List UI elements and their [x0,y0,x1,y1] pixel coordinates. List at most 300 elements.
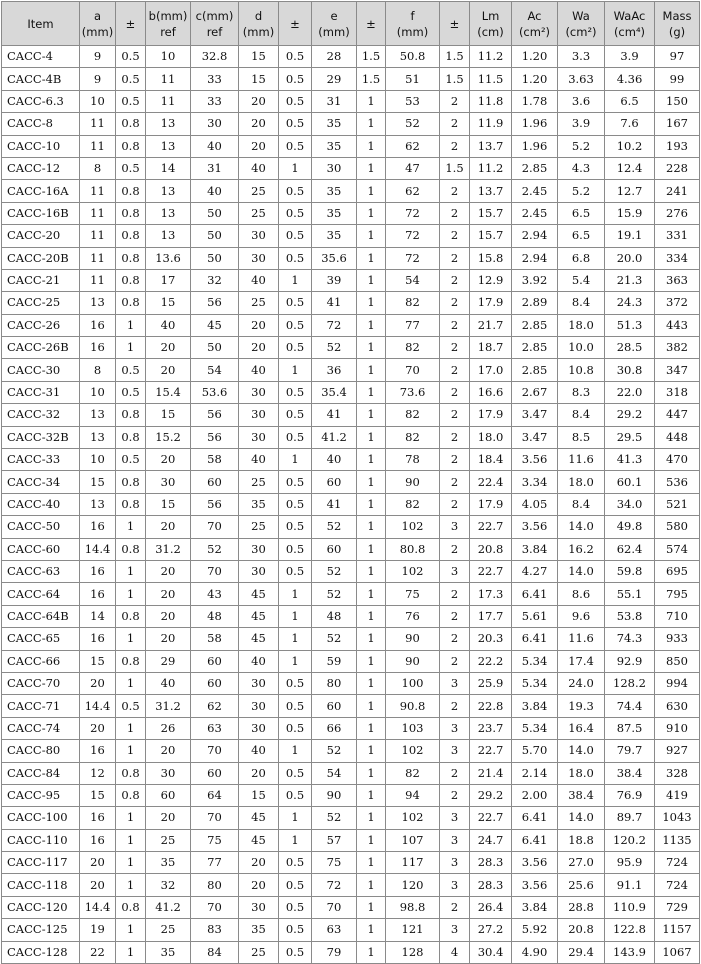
table-cell: 14.4 [80,896,116,918]
table-cell: 2 [440,180,470,202]
table-cell: 76.9 [605,784,655,806]
table-cell: 50 [191,337,239,359]
table-cell: 695 [655,560,700,582]
table-cell: 11 [80,180,116,202]
table-cell: 52 [312,740,357,762]
table-cell: 0.5 [279,225,312,247]
table-cell: 11 [80,113,116,135]
table-cell: 630 [655,695,700,717]
table-cell: 17.9 [470,493,512,515]
table-cell: 2 [440,605,470,627]
table-cell: 2.00 [512,784,558,806]
table-cell: 52 [386,113,440,135]
table-cell: 1 [279,359,312,381]
table-cell: 48 [312,605,357,627]
table-cell: 1 [116,807,146,829]
table-cell: 82 [386,493,440,515]
column-header-unit: (mm) [396,24,429,39]
table-cell: 91.1 [605,874,655,896]
table-cell: 56 [191,493,239,515]
table-cell: 1 [279,740,312,762]
table-cell: 0.8 [116,538,146,560]
table-cell: 51 [386,68,440,90]
table-cell: 0.5 [279,919,312,941]
table-cell: 795 [655,583,700,605]
table-cell: 32.8 [191,46,239,68]
table-cell: 16.6 [470,381,512,403]
table-cell: 724 [655,874,700,896]
table-cell: 35 [312,202,357,224]
table-cell: 16 [80,628,116,650]
table-cell: 3.84 [512,538,558,560]
table-cell: 1 [357,941,386,963]
table-cell: 1 [357,90,386,112]
table-cell: 73.6 [386,381,440,403]
column-header-label: WaAc [613,8,646,23]
table-cell: 0.5 [279,672,312,694]
table-row [2,807,700,829]
table-cell: 0.5 [116,449,146,471]
table-cell: 8.3 [558,381,605,403]
table-cell: 0.5 [116,46,146,68]
table-cell: 4.36 [605,68,655,90]
item-name-cell: CACC-16A [2,180,80,202]
table-cell: 29.2 [470,784,512,806]
table-cell: 2.45 [512,180,558,202]
table-cell: 14 [80,605,116,627]
table-cell: 1 [116,740,146,762]
table-cell: 40 [239,157,279,179]
table-cell: 18.4 [470,449,512,471]
table-cell: 35 [312,180,357,202]
table-cell: 0.5 [279,762,312,784]
table-cell: 80 [191,874,239,896]
table-cell: 40 [191,180,239,202]
table-cell: 910 [655,717,700,739]
table-cell: 1067 [655,941,700,963]
table-row [2,829,700,851]
table-cell: 5.34 [512,717,558,739]
column-header-label: ± [125,16,136,31]
table-cell: 82 [386,426,440,448]
table-cell: 98.8 [386,896,440,918]
table-cell: 79.7 [605,740,655,762]
item-name-cell: CACC-117 [2,852,80,874]
table-cell: 20 [239,762,279,784]
table-row [2,292,700,314]
table-cell: 28.8 [558,896,605,918]
table-row [2,717,700,739]
table-cell: 16 [80,583,116,605]
table-cell: 1 [116,829,146,851]
table-cell: 30 [146,762,191,784]
table-cell: 11 [80,269,116,291]
item-name-cell: CACC-63 [2,560,80,582]
table-cell: 0.5 [279,493,312,515]
table-cell: 1 [116,941,146,963]
table-cell: 0.8 [116,135,146,157]
table-cell: 8.4 [558,404,605,426]
table-cell: 19.1 [605,225,655,247]
table-cell: 22.7 [470,807,512,829]
table-cell: 40 [191,135,239,157]
table-cell: 25 [239,292,279,314]
table-row [2,919,700,941]
table-cell: 3 [440,829,470,851]
table-cell: 22.7 [470,560,512,582]
table-row [2,337,700,359]
table-cell: 2 [440,896,470,918]
table-cell: 40 [312,449,357,471]
table-cell: 70 [386,359,440,381]
table-cell: 58 [191,628,239,650]
table-cell: 1 [357,896,386,918]
table-cell: 724 [655,852,700,874]
table-cell: 16 [80,807,116,829]
table-cell: 0.5 [279,314,312,336]
table-cell: 70 [191,560,239,582]
table-cell: 1 [357,493,386,515]
table-cell: 1 [357,672,386,694]
table-cell: 0.8 [116,247,146,269]
table-cell: 4 [440,941,470,963]
table-cell: 0.5 [279,560,312,582]
table-cell: 82 [386,762,440,784]
table-cell: 3 [440,852,470,874]
table-cell: 30 [239,717,279,739]
table-cell: 16.4 [558,717,605,739]
item-name-cell: CACC-33 [2,449,80,471]
table-cell: 5.61 [512,605,558,627]
table-cell: 27.0 [558,852,605,874]
table-cell: 45 [239,605,279,627]
table-cell: 3.63 [558,68,605,90]
table-cell: 52 [312,337,357,359]
table-cell: 29 [312,68,357,90]
table-cell: 70 [312,896,357,918]
table-cell: 52 [312,807,357,829]
table-cell: 28.3 [470,852,512,874]
table-cell: 31 [312,90,357,112]
table-cell: 14.0 [558,560,605,582]
table-cell: 70 [191,896,239,918]
table-cell: 102 [386,516,440,538]
table-cell: 580 [655,516,700,538]
table-cell: 95.9 [605,852,655,874]
table-row [2,538,700,560]
table-cell: 0.8 [116,762,146,784]
table-cell: 26.4 [470,896,512,918]
table-cell: 62.4 [605,538,655,560]
table-cell: 40 [146,314,191,336]
column-header-label: c(mm) [195,8,234,23]
table-cell: 30 [239,538,279,560]
table-cell: 1 [357,583,386,605]
table-cell: 72 [312,874,357,896]
table-cell: 6.5 [605,90,655,112]
table-cell: 15 [80,784,116,806]
table-cell: 1 [279,269,312,291]
table-cell: 40 [239,359,279,381]
table-cell: 0.5 [279,784,312,806]
column-header-label: Lm [481,8,500,23]
table-cell: 52 [312,516,357,538]
table-cell: 347 [655,359,700,381]
table-cell: 228 [655,157,700,179]
table-cell: 70 [191,516,239,538]
table-cell: 97 [655,46,700,68]
table-cell: 35 [146,941,191,963]
table-cell: 1 [357,135,386,157]
table-cell: 0.5 [279,68,312,90]
table-cell: 0.5 [279,538,312,560]
table-cell: 3.9 [558,113,605,135]
table-cell: 9 [80,46,116,68]
table-cell: 1043 [655,807,700,829]
table-cell: 102 [386,740,440,762]
table-cell: 11 [146,90,191,112]
table-cell: 20 [146,516,191,538]
table-cell: 3.6 [558,90,605,112]
table-row [2,628,700,650]
column-header-unit: ref [160,24,176,39]
table-cell: 35 [312,225,357,247]
table-cell: 2 [440,359,470,381]
table-cell: 1 [357,202,386,224]
table-cell: 25 [239,202,279,224]
table-cell: 25.9 [470,672,512,694]
table-row [2,762,700,784]
column-header-label: Wa [572,8,590,23]
table-cell: 1 [357,650,386,672]
table-cell: 2.14 [512,762,558,784]
item-name-cell: CACC-32B [2,426,80,448]
table-cell: 28.3 [470,874,512,896]
table-cell: 1 [357,157,386,179]
table-cell: 25 [146,919,191,941]
table-cell: 10 [80,381,116,403]
table-cell: 128.2 [605,672,655,694]
table-cell: 78 [386,449,440,471]
table-cell: 1.5 [357,68,386,90]
table-cell: 11 [80,135,116,157]
table-row [2,180,700,202]
table-cell: 0.8 [116,605,146,627]
table-cell: 48 [191,605,239,627]
table-cell: 1 [279,628,312,650]
table-cell: 10.0 [558,337,605,359]
table-cell: 63 [312,919,357,941]
item-name-cell: CACC-66 [2,650,80,672]
table-cell: 419 [655,784,700,806]
table-cell: 3.3 [558,46,605,68]
table-cell: 20 [146,807,191,829]
table-cell: 15.2 [146,426,191,448]
table-cell: 382 [655,337,700,359]
item-name-cell: CACC-10 [2,135,80,157]
table-cell: 20 [239,337,279,359]
table-cell: 41.2 [312,426,357,448]
table-cell: 50.8 [386,46,440,68]
table-row [2,113,700,135]
table-cell: 0.5 [279,874,312,896]
table-cell: 54 [312,762,357,784]
table-cell: 13.7 [470,180,512,202]
table-cell: 5.2 [558,180,605,202]
table-cell: 14.0 [558,516,605,538]
table-cell: 30 [239,695,279,717]
table-cell: 18.0 [558,471,605,493]
table-row [2,583,700,605]
table-cell: 16 [80,314,116,336]
table-cell: 70 [191,740,239,762]
table-cell: 56 [191,292,239,314]
table-row [2,135,700,157]
table-row [2,672,700,694]
table-cell: 994 [655,672,700,694]
table-cell: 70 [191,807,239,829]
table-cell: 0.5 [116,695,146,717]
table-cell: 9.6 [558,605,605,627]
table-cell: 20 [80,717,116,739]
table-cell: 35.6 [312,247,357,269]
table-cell: 57 [312,829,357,851]
table-cell: 10.8 [558,359,605,381]
table-cell: 2.94 [512,247,558,269]
column-header-unit: (mm) [318,24,350,39]
column-header [440,2,470,46]
table-cell: 18.0 [470,426,512,448]
table-cell: 0.5 [279,381,312,403]
table-cell: 13 [146,202,191,224]
table-cell: 11 [80,225,116,247]
table-cell: 29.5 [605,426,655,448]
table-cell: 0.5 [116,359,146,381]
table-cell: 13 [80,426,116,448]
table-cell: 83 [191,919,239,941]
table-cell: 20.8 [558,919,605,941]
table-cell: 15 [146,292,191,314]
table-cell: 99 [655,68,700,90]
table-cell: 49.8 [605,516,655,538]
table-cell: 1.96 [512,113,558,135]
table-cell: 6.5 [558,202,605,224]
item-name-cell: CACC-25 [2,292,80,314]
table-cell: 3.56 [512,449,558,471]
table-cell: 574 [655,538,700,560]
table-cell: 11.6 [558,628,605,650]
column-header-unit: (cm) [477,24,504,39]
table-cell: 35.4 [312,381,357,403]
table-cell: 18.8 [558,829,605,851]
column-header [386,2,440,46]
table-cell: 1 [116,314,146,336]
table-cell: 0.5 [279,695,312,717]
table-cell: 12.4 [605,157,655,179]
table-cell: 15.8 [470,247,512,269]
table-cell: 41 [312,404,357,426]
item-name-cell: CACC-110 [2,829,80,851]
table-row [2,896,700,918]
table-cell: 30 [239,896,279,918]
table-cell: 15 [80,471,116,493]
table-cell: 3 [440,919,470,941]
table-cell: 82 [386,337,440,359]
table-cell: 0.5 [279,852,312,874]
table-cell: 3.56 [512,852,558,874]
table-cell: 2 [440,381,470,403]
table-cell: 11.5 [470,68,512,90]
table-cell: 20 [239,113,279,135]
table-cell: 2 [440,247,470,269]
table-cell: 9 [80,68,116,90]
item-name-cell: CACC-32 [2,404,80,426]
table-cell: 77 [191,852,239,874]
item-name-cell: CACC-118 [2,874,80,896]
table-cell: 1.96 [512,135,558,157]
table-cell: 1 [279,449,312,471]
table-cell: 24.0 [558,672,605,694]
table-cell: 54 [386,269,440,291]
table-cell: 14.0 [558,807,605,829]
table-cell: 20 [146,628,191,650]
table-cell: 120.2 [605,829,655,851]
table-cell: 11.6 [558,449,605,471]
table-cell: 443 [655,314,700,336]
table-cell: 2 [440,538,470,560]
column-header [116,2,146,46]
table-cell: 1 [357,359,386,381]
table-cell: 2.85 [512,359,558,381]
table-cell: 0.5 [279,292,312,314]
table-cell: 11.9 [470,113,512,135]
table-cell: 50 [191,225,239,247]
item-name-cell: CACC-21 [2,269,80,291]
table-cell: 1 [279,807,312,829]
table-cell: 0.8 [116,180,146,202]
table-cell: 31.2 [146,538,191,560]
table-cell: 60.1 [605,471,655,493]
item-name-cell: CACC-71 [2,695,80,717]
table-cell: 45 [191,314,239,336]
table-cell: 40 [239,449,279,471]
table-cell: 0.8 [116,404,146,426]
table-cell: 1 [357,404,386,426]
table-cell: 13.7 [470,135,512,157]
table-cell: 10 [80,449,116,471]
table-row [2,874,700,896]
table-cell: 20 [146,449,191,471]
table-cell: 20 [146,740,191,762]
item-name-cell: CACC-31 [2,381,80,403]
table-cell: 14.0 [558,740,605,762]
table-cell: 0.8 [116,493,146,515]
table-cell: 0.5 [279,404,312,426]
table-cell: 1 [357,784,386,806]
item-name-cell: CACC-8 [2,113,80,135]
table-cell: 77 [386,314,440,336]
item-name-cell: CACC-64B [2,605,80,627]
table-cell: 10 [146,46,191,68]
table-cell: 20 [146,337,191,359]
table-cell: 35 [312,113,357,135]
table-cell: 3.47 [512,426,558,448]
table-cell: 1 [357,628,386,650]
table-cell: 2.67 [512,381,558,403]
table-cell: 2 [440,628,470,650]
table-cell: 30 [146,471,191,493]
table-cell: 4.27 [512,560,558,582]
